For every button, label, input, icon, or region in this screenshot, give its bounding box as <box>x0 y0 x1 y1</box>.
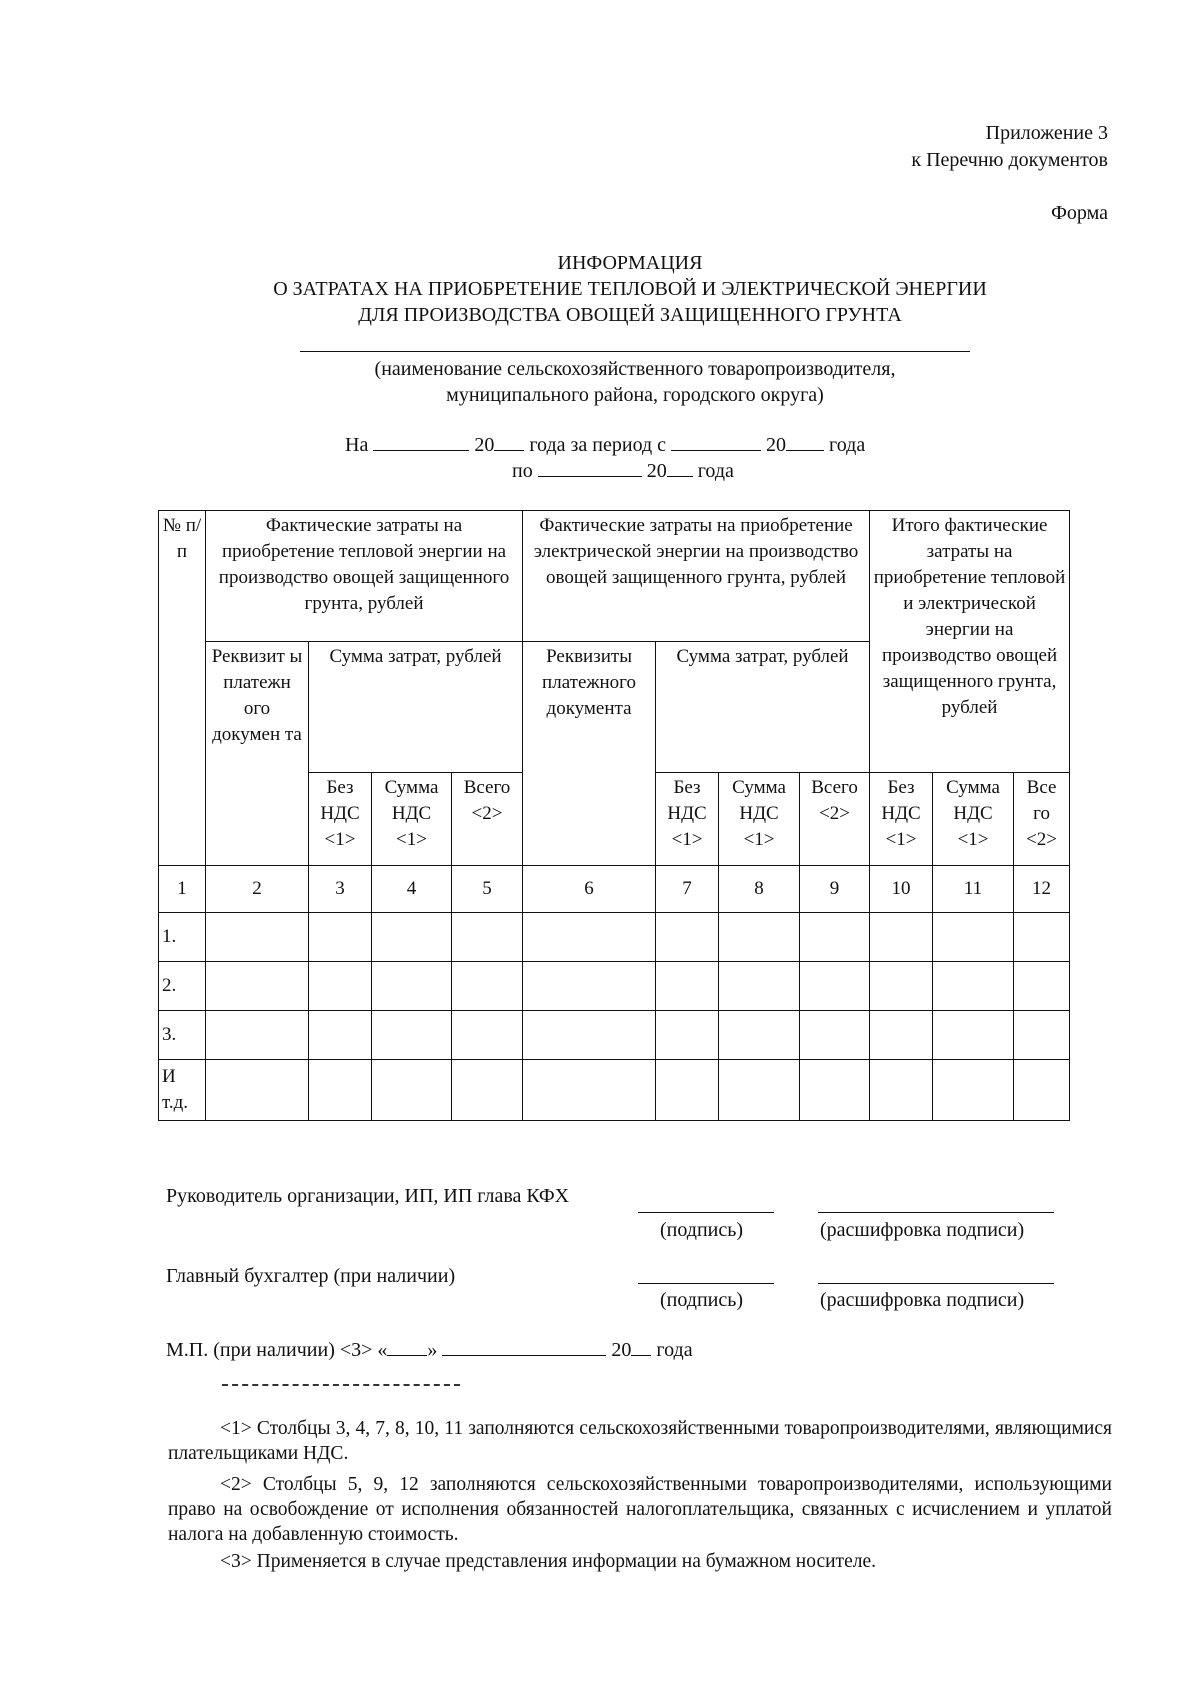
table-cell[interactable] <box>206 1060 309 1121</box>
date-from-blank <box>671 432 761 451</box>
table-cell[interactable] <box>452 913 523 962</box>
table-cell[interactable] <box>1014 1011 1070 1060</box>
electric-vat-header: Сумма НДС <1> <box>719 773 800 866</box>
table-cell[interactable] <box>933 1060 1014 1121</box>
table-cell[interactable] <box>523 962 656 1011</box>
table-cell[interactable] <box>1014 962 1070 1011</box>
electric-sum-header: Сумма затрат, рублей <box>656 642 870 773</box>
footnote-2: <2> Столбцы 5, 9, 12 заполняются сельскохозяйственными товаропроизводителями, использующими право на освобождение от исполнения обязанностей налогоплательщика, связанных с исчислением и уплатой налога на добавленную стоимость. <box>168 1474 1112 1545</box>
table-cell[interactable] <box>206 1011 309 1060</box>
month-blank[interactable] <box>442 1337 606 1356</box>
table-cell[interactable] <box>719 962 800 1011</box>
table-cell[interactable] <box>870 913 933 962</box>
col-num: 11 <box>933 866 1014 913</box>
table-cell[interactable] <box>523 913 656 962</box>
period-from-label: года за период с <box>529 434 667 456</box>
col-num: 4 <box>372 866 452 913</box>
head-decoding-caption: (расшифровка подписи) <box>820 1219 1025 1241</box>
table-cell[interactable] <box>933 1011 1014 1060</box>
table-cell[interactable] <box>452 1060 523 1121</box>
footnote-separator <box>222 1384 460 1386</box>
period-twenty: 20 <box>474 434 495 456</box>
footnote-1: <1> Столбцы 3, 4, 7, 8, 10, 11 заполняются сельскохозяйственными товаропроизводителями, являющимися плательщиками НДС. <box>168 1418 1112 1464</box>
heat-vat-header: Сумма НДС <1> <box>372 773 452 866</box>
table-cell[interactable] <box>656 962 719 1011</box>
row-label: 1. <box>159 913 206 962</box>
table-cell[interactable] <box>933 962 1014 1011</box>
accountant-signature-line[interactable] <box>638 1283 774 1284</box>
electric-costs-header: Фактические затраты на приобретение электрической энергии на производство овощей защищенного грунта, рублей <box>523 511 870 642</box>
table-cell[interactable] <box>309 913 372 962</box>
table-row <box>159 913 1070 962</box>
table-cell[interactable] <box>656 1011 719 1060</box>
period-year-2: года <box>697 460 734 482</box>
total-no-vat-header: Без НДС <1> <box>870 773 933 866</box>
table-cell[interactable] <box>372 913 452 962</box>
col-num: 3 <box>309 866 372 913</box>
period-po: по <box>512 460 533 482</box>
stamp-twenty: 20 <box>611 1339 632 1361</box>
stamp-label: М.П. (при наличии) <3> « <box>166 1339 388 1361</box>
accountant-signature-label: Главный бухгалтер (при наличии) <box>166 1265 456 1287</box>
column-numbers-row <box>159 866 1070 913</box>
col-num: 8 <box>719 866 800 913</box>
period-year: года <box>829 434 866 456</box>
col-num: 9 <box>800 866 870 913</box>
quote-close: » <box>427 1339 438 1361</box>
table-cell[interactable] <box>206 962 309 1011</box>
year-to-blank <box>667 458 693 477</box>
row-label: 2. <box>159 962 206 1011</box>
appendix-line-2: к Перечню документов <box>911 149 1108 171</box>
title-line-3: ДЛЯ ПРОИЗВОДСТВА ОВОЩЕЙ ЗАЩИЩЕННОГО ГРУНТА <box>358 304 902 326</box>
head-signature-line[interactable] <box>638 1212 774 1213</box>
col-num: 6 <box>523 866 656 913</box>
col-number-header: № п/п <box>159 511 206 866</box>
table-cell[interactable] <box>656 1060 719 1121</box>
heat-total-header: Всего <2> <box>452 773 523 866</box>
table-cell[interactable] <box>1014 1060 1070 1121</box>
table-cell[interactable] <box>372 962 452 1011</box>
costs-table <box>158 510 1070 1121</box>
row-label: 3. <box>159 1011 206 1060</box>
col-num: 1 <box>159 866 206 913</box>
table-cell[interactable] <box>452 1011 523 1060</box>
heat-payment-doc-header: Реквизит ы платежн ого докумен та <box>206 642 309 866</box>
electric-total-header: Всего <2> <box>800 773 870 866</box>
period-line-1 <box>345 432 865 457</box>
day-blank[interactable] <box>387 1337 427 1356</box>
stamp-year-blank[interactable] <box>631 1337 651 1356</box>
name-caption-line-1: (наименование сельскохозяйственного товаропроизводителя, <box>374 358 896 380</box>
col-num: 5 <box>452 866 523 913</box>
head-decoding-line[interactable] <box>818 1212 1054 1213</box>
col-num: 12 <box>1014 866 1070 913</box>
accountant-decoding-caption: (расшифровка подписи) <box>820 1289 1025 1311</box>
name-caption-line-2: муниципального района, городского округа) <box>446 384 824 406</box>
period-twenty-3: 20 <box>646 460 667 482</box>
table-cell[interactable] <box>309 962 372 1011</box>
table-cell[interactable] <box>719 913 800 962</box>
heat-no-vat-header: Без НДС <1> <box>309 773 372 866</box>
table-row <box>159 1060 1070 1121</box>
appendix-line-1: Приложение 3 <box>985 122 1108 144</box>
electric-payment-doc-header: Реквизиты платежного документа <box>523 642 656 866</box>
heat-sum-header: Сумма затрат, рублей <box>309 642 523 773</box>
row-label: И т.д. <box>159 1060 206 1121</box>
total-total-header: Все го <2> <box>1014 773 1070 866</box>
table-cell[interactable] <box>800 1060 870 1121</box>
table-cell[interactable] <box>206 913 309 962</box>
period-line-2 <box>512 458 734 483</box>
document-title <box>150 250 1110 328</box>
table-cell[interactable] <box>870 1011 933 1060</box>
table-cell[interactable] <box>800 1011 870 1060</box>
table-cell[interactable] <box>372 1011 452 1060</box>
total-costs-header: Итого фактические затраты на приобретение тепловой и электрической энергии на производство овощей защищенного грунта, рублей <box>870 511 1070 773</box>
period-na: На <box>345 434 369 456</box>
date-blank <box>373 432 469 451</box>
header-row-1 <box>159 511 1070 642</box>
table-cell[interactable] <box>656 913 719 962</box>
form-label: Форма <box>1051 202 1108 224</box>
table-cell[interactable] <box>1014 913 1070 962</box>
table-cell[interactable] <box>719 1060 800 1121</box>
electric-no-vat-header: Без НДС <1> <box>656 773 719 866</box>
total-vat-header: Сумма НДС <1> <box>933 773 1014 866</box>
title-line-2: О ЗАТРАТАХ НА ПРИОБРЕТЕНИЕ ТЕПЛОВОЙ И ЭЛЕКТРИЧЕСКОЙ ЭНЕРГИИ <box>273 278 987 300</box>
table-cell[interactable] <box>309 1060 372 1121</box>
table-row <box>159 962 1070 1011</box>
accountant-decoding-line[interactable] <box>818 1283 1054 1284</box>
accountant-signature-caption: (подпись) <box>660 1289 744 1311</box>
col-num: 2 <box>206 866 309 913</box>
heat-costs-header: Фактические затраты на приобретение тепловой энергии на производство овощей защищенного грунта, рублей <box>206 511 523 642</box>
table-cell[interactable] <box>523 1011 656 1060</box>
title-line-1: ИНФОРМАЦИЯ <box>557 252 703 274</box>
period-twenty-2: 20 <box>766 434 787 456</box>
table-cell[interactable] <box>800 913 870 962</box>
stamp-date-line <box>166 1337 693 1362</box>
head-signature-caption: (подпись) <box>660 1219 744 1241</box>
producer-name-line <box>300 351 970 352</box>
producer-name-caption <box>300 356 970 408</box>
stamp-year: года <box>656 1339 693 1361</box>
table-cell[interactable] <box>372 1060 452 1121</box>
table-cell[interactable] <box>452 962 523 1011</box>
year-from-blank <box>786 432 824 451</box>
table-cell[interactable] <box>523 1060 656 1121</box>
footnote-3: <3> Применяется в случае представления информации на бумажном носителе. <box>220 1551 876 1572</box>
table-cell[interactable] <box>309 1011 372 1060</box>
year-blank <box>494 432 524 451</box>
appendix-reference <box>911 120 1108 174</box>
head-signature-label: Руководитель организации, ИП, ИП глава КФХ <box>166 1185 570 1207</box>
table-cell[interactable] <box>933 913 1014 962</box>
col-num: 10 <box>870 866 933 913</box>
col-num: 7 <box>656 866 719 913</box>
date-to-blank <box>538 458 642 477</box>
table-cell[interactable] <box>870 1060 933 1121</box>
table-row <box>159 1011 1070 1060</box>
table-cell[interactable] <box>870 962 933 1011</box>
table-cell[interactable] <box>719 1011 800 1060</box>
table-cell[interactable] <box>800 962 870 1011</box>
